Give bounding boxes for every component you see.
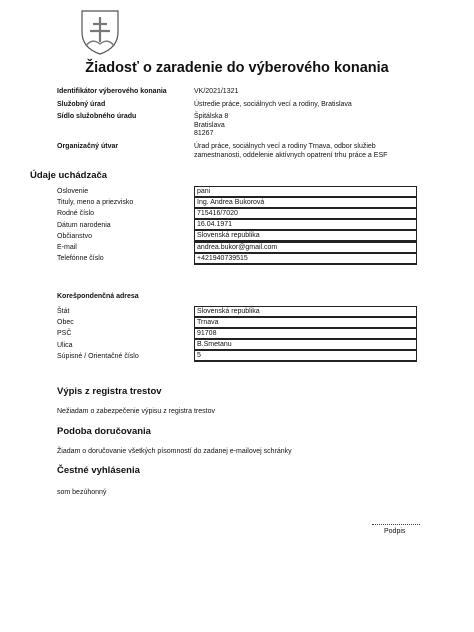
info-row-address bbox=[57, 113, 437, 139]
criminal-record-heading: Výpis z registra trestov bbox=[57, 386, 162, 397]
page-title: Žiadosť o zaradenie do výberového konania bbox=[85, 60, 389, 76]
field-value-box[interactable]: Slovenská republika bbox=[194, 306, 417, 318]
field-label: E-mail bbox=[57, 244, 77, 252]
field-row-postal-code bbox=[57, 328, 417, 339]
field-row-name bbox=[57, 197, 417, 208]
info-label: Sídlo služobného úradu bbox=[57, 113, 137, 121]
field-value-box[interactable]: +421940739515 bbox=[194, 253, 417, 265]
info-value: Špitálska 8 bbox=[194, 113, 229, 121]
field-label: Telefónne číslo bbox=[57, 255, 104, 263]
field-value-box[interactable]: andrea.bukor@gmail.com bbox=[194, 242, 417, 254]
field-value-box[interactable]: 16.04.1971 bbox=[194, 219, 417, 231]
info-row-unit bbox=[57, 143, 437, 160]
field-value-box[interactable]: Ing. Andrea Bukorová bbox=[194, 197, 417, 209]
procedure-info bbox=[57, 88, 437, 164]
field-label: Oslovenie bbox=[57, 188, 89, 196]
field-value-box[interactable]: 5 bbox=[194, 350, 417, 362]
field-label: Súpisné / Orientačné číslo bbox=[57, 352, 139, 360]
field-row-email bbox=[57, 242, 417, 253]
info-value: Bratislava bbox=[194, 121, 225, 129]
field-label: Tituly, meno a priezvisko bbox=[57, 199, 134, 207]
field-row-birth-date bbox=[57, 220, 417, 231]
applicant-fields bbox=[57, 186, 417, 264]
criminal-record-text: Nežiadam o zabezpečenie výpisu z registra trestov bbox=[57, 408, 215, 415]
field-label: Štát bbox=[57, 308, 70, 316]
field-value-box[interactable]: pani bbox=[194, 186, 417, 198]
correspondence-heading: Korešpondenčná adresa bbox=[57, 293, 139, 300]
field-label: Rodné číslo bbox=[57, 210, 94, 218]
field-row-street bbox=[57, 340, 417, 351]
field-value-box[interactable]: Slovenská republika bbox=[194, 230, 417, 242]
applicant-heading: Údaje uchádzača bbox=[30, 170, 108, 181]
info-value: VK/2021/1321 bbox=[194, 88, 239, 95]
field-label: Občianstvo bbox=[57, 232, 93, 240]
field-row-house-number bbox=[57, 351, 417, 362]
info-value: Úrad práce, sociálnych vecí a rodiny Trnava, odbor služieb bbox=[194, 142, 376, 150]
info-label: Organizačný útvar bbox=[57, 142, 119, 150]
field-value-box[interactable]: Trnava bbox=[194, 317, 417, 329]
signature-line bbox=[372, 524, 420, 525]
delivery-heading: Podoba doručovania bbox=[57, 426, 151, 437]
info-value: 81267 bbox=[194, 130, 214, 138]
state-emblem-crest bbox=[79, 8, 121, 56]
field-label: Obec bbox=[57, 319, 74, 327]
field-label: PSČ bbox=[57, 330, 72, 338]
correspondence-fields bbox=[57, 306, 417, 362]
signature-label: Podpis bbox=[384, 528, 406, 535]
info-label: Služobný úrad bbox=[57, 100, 106, 108]
declaration-heading: Čestné vyhlásenia bbox=[57, 465, 140, 476]
field-row-birth-number bbox=[57, 208, 417, 219]
declaration-text: som bezúhonný bbox=[57, 489, 107, 496]
info-value: zamestnanosti, oddelenie aktívnych opatrení trhu práce a ESF bbox=[194, 151, 388, 159]
field-value-box[interactable]: 91708 bbox=[194, 328, 417, 340]
field-row-municipality bbox=[57, 317, 417, 328]
info-row-id bbox=[57, 88, 437, 97]
field-row-country bbox=[57, 306, 417, 317]
field-row-citizenship bbox=[57, 231, 417, 242]
info-row-office bbox=[57, 101, 437, 110]
info-value: Ústredie práce, sociálnych vecí a rodiny, Bratislava bbox=[194, 100, 352, 108]
field-row-salutation bbox=[57, 186, 417, 197]
info-label: Identifikátor výberového konania bbox=[57, 88, 167, 95]
delivery-text: Žiadam o doručovanie všetkých písomností do zadanej e-mailovej schránky bbox=[57, 448, 292, 455]
field-value-box[interactable]: 715416/7020 bbox=[194, 208, 417, 220]
field-label: Dátum narodenia bbox=[57, 221, 111, 229]
field-value-box[interactable]: B.Smetanu bbox=[194, 339, 417, 351]
field-row-phone bbox=[57, 253, 417, 264]
field-label: Ulica bbox=[57, 341, 73, 349]
